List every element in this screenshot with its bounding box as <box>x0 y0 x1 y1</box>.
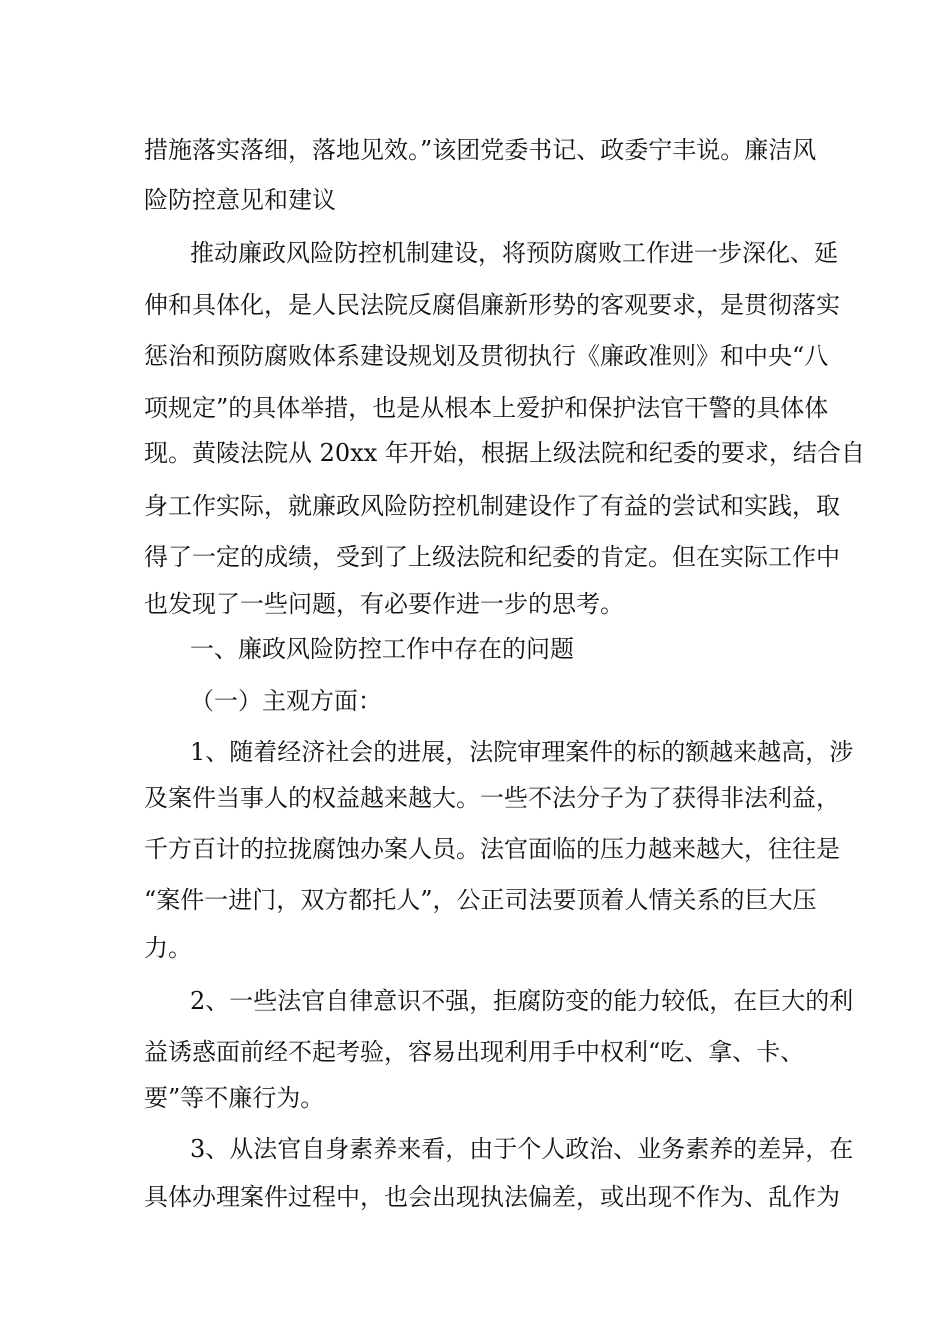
text-line: 具体办理案件过程中，也会出现执法偏差，或出现不作为、乱作为 <box>144 1183 840 1211</box>
text-line: 也发现了一些问题，有必要作进一步的思考。 <box>144 590 624 618</box>
text-line: “案件一进门，双方都托人”，公正司法要顶着人情关系的巨大压 <box>144 886 817 914</box>
text-line: 及案件当事人的权益越来越大。一些不法分子为了获得非法利益， <box>144 784 840 812</box>
text-line: 要”等不廉行为。 <box>144 1084 325 1112</box>
text-line: 现。黄陵法院从 20xx 年开始，根据上级法院和纪委的要求，结合自 <box>144 439 865 467</box>
text-line: 得了一定的成绩，受到了上级法院和纪委的肯定。但在实际工作中 <box>144 543 840 571</box>
text-line: 险防控意见和建议 <box>144 186 336 214</box>
paragraph-start: 1、随着经济社会的进展，法院审理案件的标的额越来越高，涉 <box>190 738 854 766</box>
section-heading: 一、廉政风险防控工作中存在的问题 <box>190 635 574 663</box>
text-line: 伸和具体化，是人民法院反腐倡廉新形势的客观要求，是贯彻落实 <box>144 291 840 319</box>
paragraph-start: 2、一些法官自律意识不强，拒腐防变的能力较低，在巨大的利 <box>190 987 854 1015</box>
text-line: 千方百计的拉拢腐蚀办案人员。法官面临的压力越来越大，往往是 <box>144 835 840 863</box>
text-line: 益诱惑面前经不起考验，容易出现利用手中权利“吃、拿、卡、 <box>144 1038 805 1066</box>
text-line: 措施落实落细，落地见效。”该团党委书记、政委宁丰说。廉洁风 <box>144 136 817 164</box>
subsection-heading: （一）主观方面： <box>190 687 382 715</box>
text-line: 力。 <box>144 934 192 962</box>
paragraph-start: 3、从法官自身素养来看，由于个人政治、业务素养的差异，在 <box>190 1135 854 1163</box>
paragraph-start: 推动廉政风险防控机制建设，将预防腐败工作进一步深化、延 <box>190 239 838 267</box>
text-line: 身工作实际，就廉政风险防控机制建设作了有益的尝试和实践，取 <box>144 492 840 520</box>
text-line: 项规定”的具体举措，也是从根本上爱护和保护法官干警的具体体 <box>144 394 829 422</box>
text-line: 惩治和预防腐败体系建设规划及贯彻执行《廉政准则》和中央“八 <box>144 342 829 370</box>
